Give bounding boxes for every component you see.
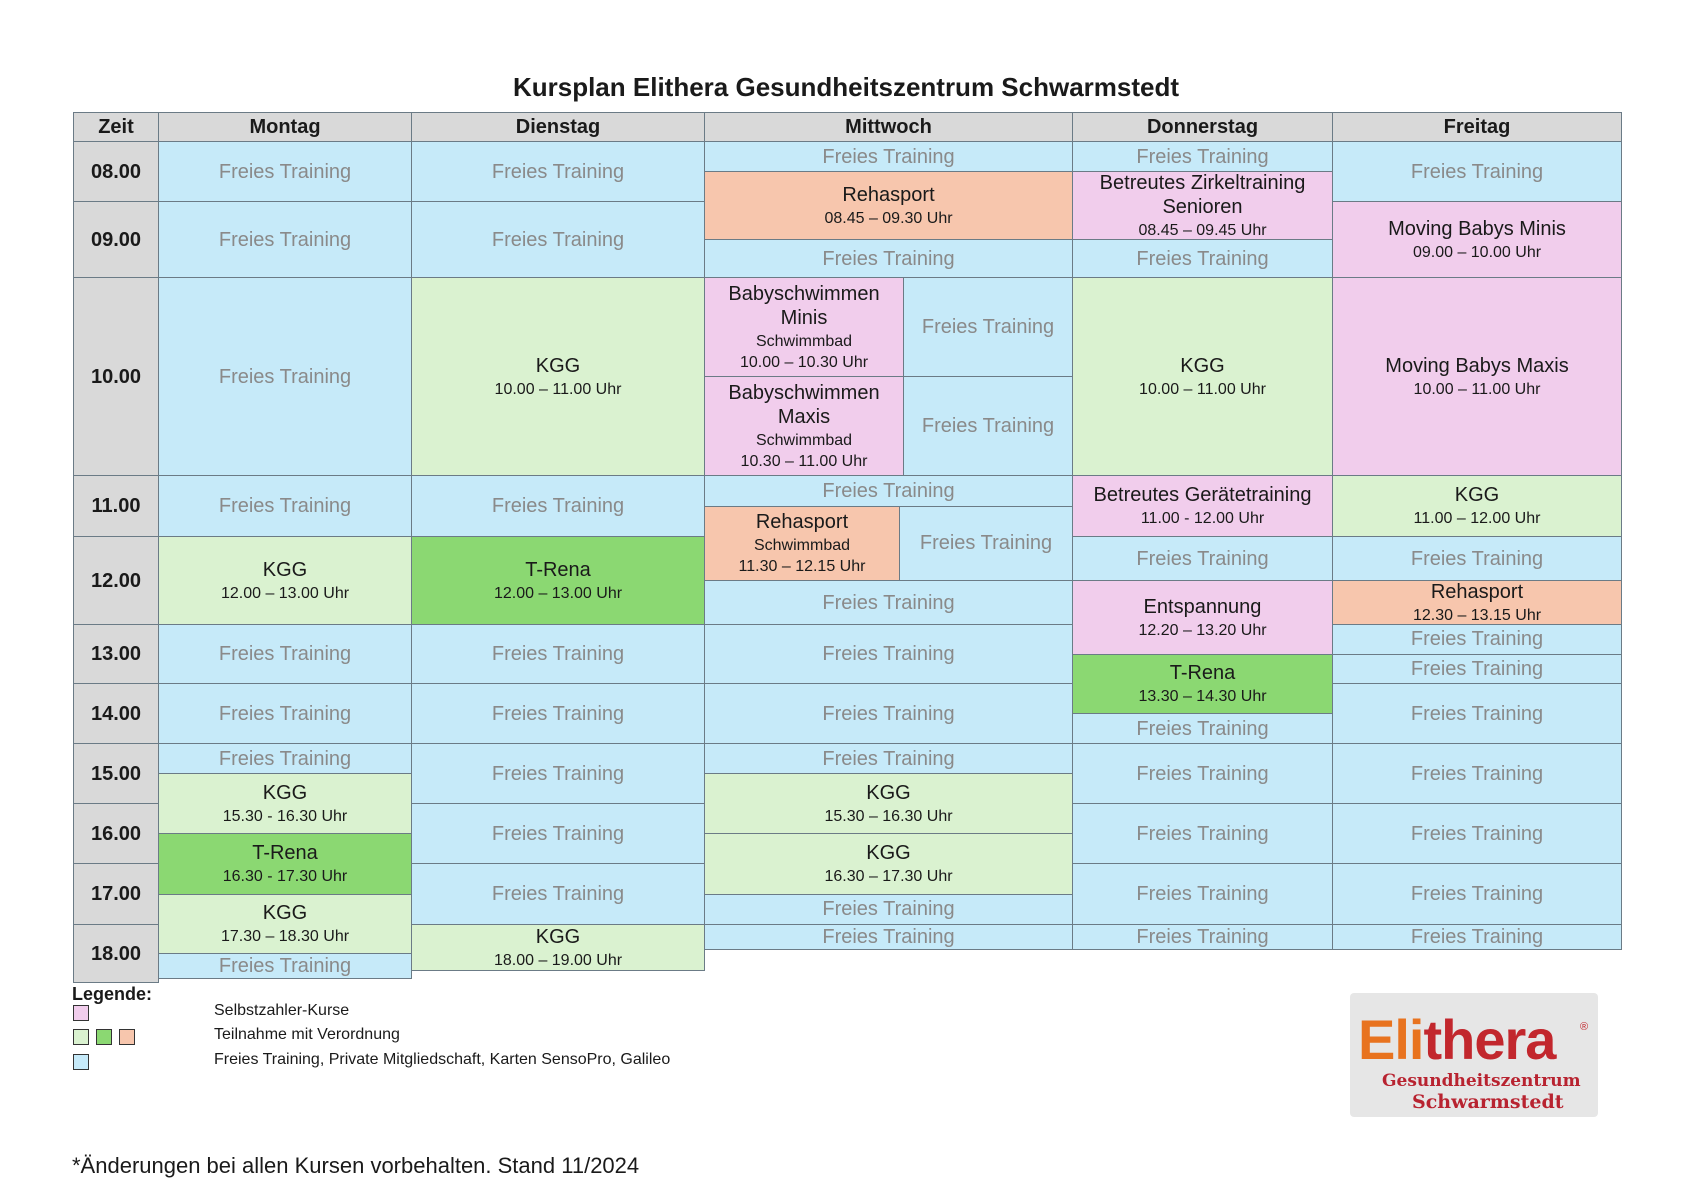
free-training-block: Freies Training xyxy=(1072,803,1333,864)
course-title: KGG xyxy=(262,781,308,804)
course-title: T-Rena xyxy=(1169,662,1236,685)
course-time: 08.45 – 09.45 Uhr xyxy=(1138,221,1267,239)
free-training-block: Freies Training xyxy=(1332,803,1622,864)
course-location: Schwimmbad xyxy=(755,332,853,350)
course-title: Entspannung xyxy=(1143,595,1262,618)
free-training-block: Freies Training xyxy=(158,743,412,774)
free-training-block: Freies Training xyxy=(411,475,705,537)
course-block xyxy=(411,924,705,971)
legend-swatch xyxy=(96,1029,112,1045)
legend-swatch xyxy=(73,1054,89,1070)
free-training-block: Freies Training xyxy=(1332,924,1622,950)
course-block xyxy=(158,833,412,895)
course-block xyxy=(158,536,412,625)
free-training-block: Freies Training xyxy=(411,683,705,744)
free-training-block: Freies Training xyxy=(1072,924,1333,950)
footnote: *Änderungen bei allen Kursen vorbehalten. Stand 11/2024 xyxy=(72,1153,640,1178)
course-title: KGG xyxy=(866,842,911,865)
course-title: Rehasport xyxy=(842,183,935,206)
legend-swatch xyxy=(119,1029,135,1045)
free-training-block: Freies Training xyxy=(1072,536,1333,581)
free-training-block: Freies Training xyxy=(1072,863,1333,925)
time-label: 15.00 xyxy=(73,743,159,804)
course-block xyxy=(1332,277,1622,476)
course-time: 12.00 – 13.00 Uhr xyxy=(493,584,623,602)
course-time: 16.30 - 17.30 Uhr xyxy=(222,868,348,886)
legend-label: Teilnahme mit Verordnung xyxy=(214,1026,400,1043)
free-training-block: Freies Training xyxy=(704,894,1073,926)
course-time: 12.30 – 13.15 Uhr xyxy=(1412,606,1542,624)
course-title: Moving Babys Minis xyxy=(1388,217,1566,240)
free-training-block: Freies Training xyxy=(1332,863,1622,925)
elithera-logo xyxy=(1350,993,1598,1117)
header-di: Dienstag xyxy=(411,112,705,142)
legend-swatch xyxy=(73,1005,89,1021)
time-label: 16.00 xyxy=(73,803,159,864)
header-do: Donnerstag xyxy=(1072,112,1333,142)
course-title: Rehasport xyxy=(1430,580,1524,603)
free-training-block: Freies Training xyxy=(903,376,1073,476)
time-label: 14.00 xyxy=(73,683,159,744)
course-block xyxy=(704,506,900,582)
free-training-block: Freies Training xyxy=(1072,141,1333,172)
free-training-block: Freies Training xyxy=(1072,743,1333,804)
course-block xyxy=(1072,171,1333,240)
free-training-block: Freies Training xyxy=(704,683,1073,744)
schedule-grid xyxy=(73,112,1621,982)
time-label: 17.00 xyxy=(73,863,159,925)
course-title: KGG xyxy=(535,926,581,948)
free-training-block: Freies Training xyxy=(411,141,705,202)
course-time: 10.00 – 10.30 Uhr xyxy=(739,354,869,371)
free-training-block: Freies Training xyxy=(158,953,412,979)
free-training-block: Freies Training xyxy=(704,475,1073,507)
course-block xyxy=(1072,277,1333,476)
course-time: 10.30 – 11.00 Uhr xyxy=(740,453,868,470)
course-title: KGG xyxy=(1454,484,1500,507)
free-training-block: Freies Training xyxy=(1332,536,1622,581)
course-block xyxy=(1332,201,1622,278)
free-training-block: Freies Training xyxy=(158,277,412,476)
free-training-block: Freies Training xyxy=(899,506,1073,582)
course-time: 17.30 – 18.30 Uhr xyxy=(220,928,350,946)
course-block xyxy=(704,376,904,476)
course-time: 16.30 – 17.30 Uhr xyxy=(824,868,953,886)
free-training-block: Freies Training xyxy=(704,239,1073,278)
free-training-block: Freies Training xyxy=(704,141,1073,172)
course-time: 13.30 – 14.30 Uhr xyxy=(1138,688,1267,706)
time-label: 10.00 xyxy=(73,277,159,476)
course-block xyxy=(704,277,904,377)
course-block xyxy=(1072,580,1333,655)
course-block xyxy=(1072,475,1333,537)
course-block xyxy=(704,833,1073,895)
course-title: Betreutes Gerätetraining xyxy=(1093,484,1312,507)
course-time: 10.00 – 11.00 Uhr xyxy=(1139,380,1266,398)
free-training-block: Freies Training xyxy=(1332,624,1622,655)
legend-label: Freies Training, Private Mitgliedschaft, Karten SensoPro, Galileo xyxy=(214,1051,671,1068)
course-block xyxy=(704,171,1073,240)
course-title: KGG xyxy=(866,781,911,804)
course-block xyxy=(411,536,705,625)
course-time: 11.00 – 12.00 Uhr xyxy=(1413,510,1541,528)
course-title: T-Rena xyxy=(252,842,318,865)
course-title: KGG xyxy=(262,558,308,581)
free-training-block: Freies Training xyxy=(704,924,1073,950)
free-training-block: Freies Training xyxy=(1332,654,1622,685)
free-training-block: Freies Training xyxy=(158,475,412,537)
free-training-block: Freies Training xyxy=(411,863,705,925)
course-time: 12.20 – 13.20 Uhr xyxy=(1138,621,1267,639)
time-label: 18.00 xyxy=(73,924,159,983)
course-title: Rehasport xyxy=(755,511,849,534)
course-time: 10.00 – 11.00 Uhr xyxy=(494,380,622,398)
course-block xyxy=(158,773,412,834)
course-time: 09.00 – 10.00 Uhr xyxy=(1412,243,1542,261)
course-block xyxy=(704,773,1073,834)
free-training-block: Freies Training xyxy=(158,683,412,744)
course-title: Babyschwimmen Maxis xyxy=(728,381,880,428)
course-title: KGG xyxy=(262,902,308,925)
course-time: 12.00 – 13.00 Uhr xyxy=(220,584,350,602)
course-block xyxy=(158,894,412,955)
course-time: 15.30 – 16.30 Uhr xyxy=(824,807,953,825)
legend-title: Legende: xyxy=(72,984,153,1004)
free-training-block: Freies Training xyxy=(1332,141,1622,202)
free-training-block: Freies Training xyxy=(903,277,1073,377)
free-training-block: Freies Training xyxy=(704,743,1073,774)
course-title: KGG xyxy=(535,354,581,377)
free-training-block: Freies Training xyxy=(411,624,705,684)
logo-line-2: Schwarmstedt xyxy=(1412,1091,1564,1113)
course-title: T-Rena xyxy=(525,558,591,581)
free-training-block: Freies Training xyxy=(1332,683,1622,744)
legend-swatch xyxy=(73,1029,89,1045)
course-location: Schwimmbad xyxy=(755,431,853,449)
course-title: Babyschwimmen Minis xyxy=(728,282,880,329)
course-block xyxy=(1332,475,1622,537)
course-title: KGG xyxy=(1180,354,1225,377)
free-training-block: Freies Training xyxy=(158,141,412,202)
free-training-block: Freies Training xyxy=(1072,239,1333,278)
header-zeit: Zeit xyxy=(73,112,159,142)
page-title: Kursplan Elithera Gesundheitszentrum Schwarmstedt xyxy=(512,72,1180,102)
course-time: 11.00 - 12.00 Uhr xyxy=(1140,510,1265,528)
free-training-block: Freies Training xyxy=(411,201,705,278)
course-time: 11.30 – 12.15 Uhr xyxy=(738,558,866,576)
time-label: 11.00 xyxy=(73,475,159,537)
time-label: 12.00 xyxy=(73,536,159,625)
time-label: 09.00 xyxy=(73,201,159,278)
free-training-block: Freies Training xyxy=(158,201,412,278)
course-time: 15.30 - 16.30 Uhr xyxy=(222,807,348,825)
free-training-block: Freies Training xyxy=(1072,713,1333,744)
course-location: Schwimmbad xyxy=(753,537,851,555)
course-time: 08.45 – 09.30 Uhr xyxy=(824,209,953,227)
course-time: 18.00 – 19.00 Uhr xyxy=(493,952,623,969)
free-training-block: Freies Training xyxy=(411,743,705,804)
header-mo: Montag xyxy=(158,112,412,142)
free-training-block: Freies Training xyxy=(411,803,705,864)
free-training-block: Freies Training xyxy=(704,580,1073,625)
course-block xyxy=(1332,580,1622,625)
course-title: Betreutes Zirkeltraining Senioren xyxy=(1099,171,1306,218)
course-block xyxy=(411,277,705,476)
course-title: Moving Babys Maxis xyxy=(1385,354,1569,377)
free-training-block: Freies Training xyxy=(158,624,412,684)
logo-registered: ® xyxy=(1580,1021,1589,1033)
time-label: 13.00 xyxy=(73,624,159,684)
free-training-block: Freies Training xyxy=(704,624,1073,684)
free-training-block: Freies Training xyxy=(1332,743,1622,804)
logo-brand: Elithera xyxy=(1358,1008,1556,1071)
time-label: 08.00 xyxy=(73,141,159,202)
header-fr: Freitag xyxy=(1332,112,1622,142)
course-time: 10.00 – 11.00 Uhr xyxy=(1413,380,1541,398)
course-block xyxy=(1072,654,1333,715)
legend-label: Selbstzahler-Kurse xyxy=(214,1002,350,1019)
header-mi: Mittwoch xyxy=(704,112,1073,142)
logo-line-1: Gesundheitszentrum xyxy=(1382,1071,1581,1091)
